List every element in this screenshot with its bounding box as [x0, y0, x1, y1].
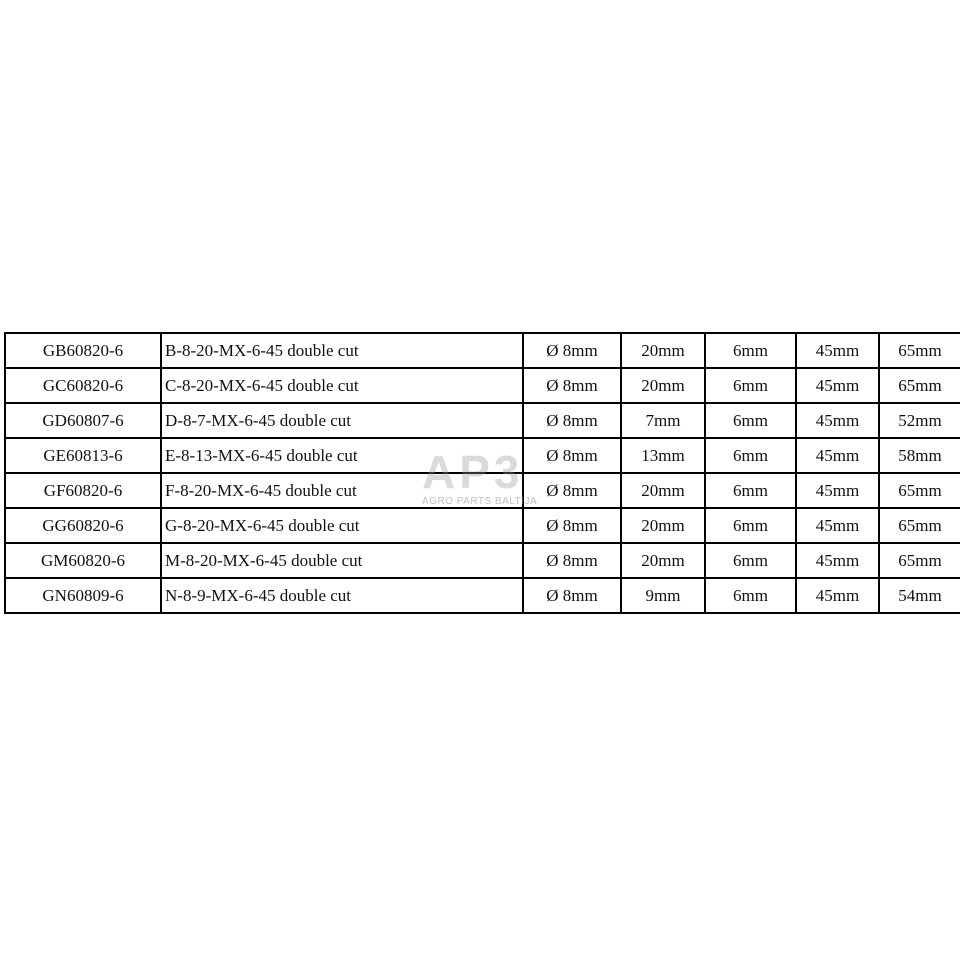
- product-description: F-8-20-MX-6-45 double cut: [161, 473, 523, 508]
- total-length-value: 54mm: [879, 578, 960, 613]
- table-row: [5, 368, 960, 403]
- diameter-value: Ø 8mm: [523, 368, 621, 403]
- total-length-value: 58mm: [879, 438, 960, 473]
- shank-value: 6mm: [705, 578, 796, 613]
- table-row: [5, 333, 960, 368]
- shank-length-value: 45mm: [796, 368, 879, 403]
- product-description: G-8-20-MX-6-45 double cut: [161, 508, 523, 543]
- product-code: GB60820-6: [5, 333, 161, 368]
- diameter-value: Ø 8mm: [523, 473, 621, 508]
- diameter-value: Ø 8mm: [523, 578, 621, 613]
- diameter-value: Ø 8mm: [523, 333, 621, 368]
- shank-value: 6mm: [705, 403, 796, 438]
- total-length-value: 65mm: [879, 368, 960, 403]
- length-value: 13mm: [621, 438, 705, 473]
- product-code: GG60820-6: [5, 508, 161, 543]
- length-value: 20mm: [621, 508, 705, 543]
- shank-length-value: 45mm: [796, 438, 879, 473]
- product-description: B-8-20-MX-6-45 double cut: [161, 333, 523, 368]
- shank-length-value: 45mm: [796, 473, 879, 508]
- diameter-value: Ø 8mm: [523, 543, 621, 578]
- table-row: [5, 578, 960, 613]
- product-code: GM60820-6: [5, 543, 161, 578]
- diameter-value: Ø 8mm: [523, 438, 621, 473]
- table-row: [5, 438, 960, 473]
- shank-value: 6mm: [705, 473, 796, 508]
- watermark-letters: AP3: [422, 446, 524, 498]
- product-description: C-8-20-MX-6-45 double cut: [161, 368, 523, 403]
- length-value: 20mm: [621, 368, 705, 403]
- total-length-value: 65mm: [879, 508, 960, 543]
- total-length-value: 65mm: [879, 543, 960, 578]
- shank-length-value: 45mm: [796, 333, 879, 368]
- product-description: N-8-9-MX-6-45 double cut: [161, 578, 523, 613]
- shank-value: 6mm: [705, 333, 796, 368]
- product-spec-table: [4, 332, 960, 614]
- product-code: GC60820-6: [5, 368, 161, 403]
- shank-value: 6mm: [705, 368, 796, 403]
- shank-length-value: 45mm: [796, 508, 879, 543]
- shank-length-value: 45mm: [796, 543, 879, 578]
- shank-value: 6mm: [705, 508, 796, 543]
- shank-length-value: 45mm: [796, 403, 879, 438]
- total-length-value: 65mm: [879, 333, 960, 368]
- length-value: 20mm: [621, 333, 705, 368]
- product-description: E-8-13-MX-6-45 double cut: [161, 438, 523, 473]
- shank-value: 6mm: [705, 438, 796, 473]
- product-description: D-8-7-MX-6-45 double cut: [161, 403, 523, 438]
- table-row: [5, 403, 960, 438]
- product-code: GN60809-6: [5, 578, 161, 613]
- length-value: 9mm: [621, 578, 705, 613]
- total-length-value: 65mm: [879, 473, 960, 508]
- table-row: [5, 543, 960, 578]
- watermark-subtitle: AGRO PARTS BALTIJA: [422, 496, 538, 507]
- total-length-value: 52mm: [879, 403, 960, 438]
- shank-length-value: 45mm: [796, 578, 879, 613]
- product-code: GF60820-6: [5, 473, 161, 508]
- table-row: [5, 508, 960, 543]
- table-row: [5, 473, 960, 508]
- length-value: 20mm: [621, 473, 705, 508]
- shank-value: 6mm: [705, 543, 796, 578]
- product-code: GE60813-6: [5, 438, 161, 473]
- diameter-value: Ø 8mm: [523, 508, 621, 543]
- product-code: GD60807-6: [5, 403, 161, 438]
- product-description: M-8-20-MX-6-45 double cut: [161, 543, 523, 578]
- length-value: 7mm: [621, 403, 705, 438]
- diameter-value: Ø 8mm: [523, 403, 621, 438]
- length-value: 20mm: [621, 543, 705, 578]
